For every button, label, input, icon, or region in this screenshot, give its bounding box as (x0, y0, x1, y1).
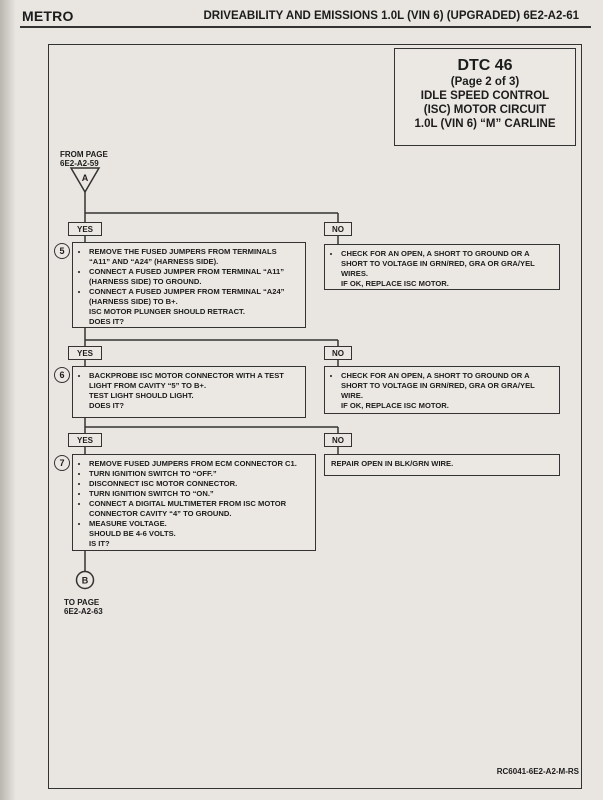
step-7-expected: SHOULD BE 4-6 VOLTS. (89, 529, 176, 538)
step-7-action-5: • CONNECT A DIGITAL MULTIMETER FROM ISC MOTOR CONNECTOR CAVITY “4” TO GROUND. (89, 499, 309, 519)
step-5-box (72, 242, 306, 328)
step-6-action-1: • BACKPROBE ISC MOTOR CONNECTOR WITH A TEST LIGHT FROM CAVITY “5” TO B+. (89, 371, 299, 391)
no-label-step5: NO (324, 346, 352, 360)
from-connector-letter: A (81, 173, 89, 183)
step-7-action-4: • TURN IGNITION SWITCH TO “ON.” (89, 489, 309, 499)
step-7-question: IS IT? (89, 539, 110, 548)
header-page-title: DRIVEABILITY AND EMISSIONS 1.0L (VIN 6) (UPGRADED) 6E2-A2-61 (203, 10, 579, 22)
step-5-no-replace: IF OK, REPLACE ISC MOTOR. (341, 279, 449, 288)
to-page-number: 6E2-A2-63 (64, 607, 103, 616)
step-number-5: 5 (54, 243, 70, 259)
title-line-page: (Page 2 of 3) (450, 76, 520, 88)
step-7-no-repair: REPAIR OPEN IN BLK/GRN WIRE. (331, 459, 454, 468)
step-number-7: 7 (54, 455, 70, 471)
yes-label-step6: YES (68, 433, 102, 447)
title-line-circuit: (ISC) MOTOR CIRCUIT (423, 104, 547, 116)
header-section-title: METRO (22, 8, 74, 24)
from-page-label: FROM PAGE (60, 150, 108, 159)
step-6-question: DOES IT? (89, 401, 125, 410)
yes-label-step4: YES (68, 222, 102, 236)
to-page-label: TO PAGE (64, 598, 100, 607)
no-label-step4: NO (324, 222, 352, 236)
step-7-action-6: • MEASURE VOLTAGE. (89, 519, 309, 529)
step-5-question: DOES IT? (89, 317, 125, 326)
step-6-no-box (324, 366, 560, 414)
step-7-action-3: • DISCONNECT ISC MOTOR CONNECTOR. (89, 479, 309, 489)
to-connector-letter: B (81, 575, 89, 586)
step-6-box (72, 366, 306, 418)
step-5-action-1: • REMOVE THE FUSED JUMPERS FROM TERMINALS “A11” AND “A24” (HARNESS SIDE). (89, 247, 299, 267)
title-line-carline: 1.0L (VIN 6) “M” CARLINE (414, 118, 556, 130)
step-7-box (72, 454, 316, 551)
from-page-number: 6E2-A2-59 (60, 159, 99, 168)
step-6-expected: TEST LIGHT SHOULD LIGHT. (89, 391, 194, 400)
step-5-no-box (324, 244, 560, 290)
step-7-no-box (324, 454, 560, 476)
figure-reference-code: RC6041-6E2-A2-M-RS (496, 767, 579, 776)
step-6-no-check: • CHECK FOR AN OPEN, A SHORT TO GROUND OR A SHORT TO VOLTAGE IN GRN/RED, GRA OR GRA/YEL WIRE. (341, 371, 553, 401)
no-label-step6: NO (324, 433, 352, 447)
step-5-action-3: • CONNECT A FUSED JUMPER FROM TERMINAL “A24” (HARNESS SIDE) TO B+. (89, 287, 299, 307)
dtc-code: DTC 46 (457, 57, 513, 74)
step-7-action-1: • REMOVE FUSED JUMPERS FROM ECM CONNECTOR C1. (89, 459, 309, 469)
step-5-expected: ISC MOTOR PLUNGER SHOULD RETRACT. (89, 307, 245, 316)
step-5-no-check: • CHECK FOR AN OPEN, A SHORT TO GROUND OR A SHORT TO VOLTAGE IN GRN/RED, GRA OR GRA/YEL WIRES. (341, 249, 553, 279)
step-7-action-2: • TURN IGNITION SWITCH TO “OFF.” (89, 469, 309, 479)
from-page-reference (60, 150, 108, 168)
yes-label-step5: YES (68, 346, 102, 360)
title-line-system: IDLE SPEED CONTROL (420, 90, 550, 102)
step-number-6: 6 (54, 367, 70, 383)
to-page-reference (64, 598, 103, 616)
step-5-action-2: • CONNECT A FUSED JUMPER FROM TERMINAL “A11” (HARNESS SIDE) TO GROUND. (89, 267, 299, 287)
step-6-no-replace: IF OK, REPLACE ISC MOTOR. (341, 401, 449, 410)
